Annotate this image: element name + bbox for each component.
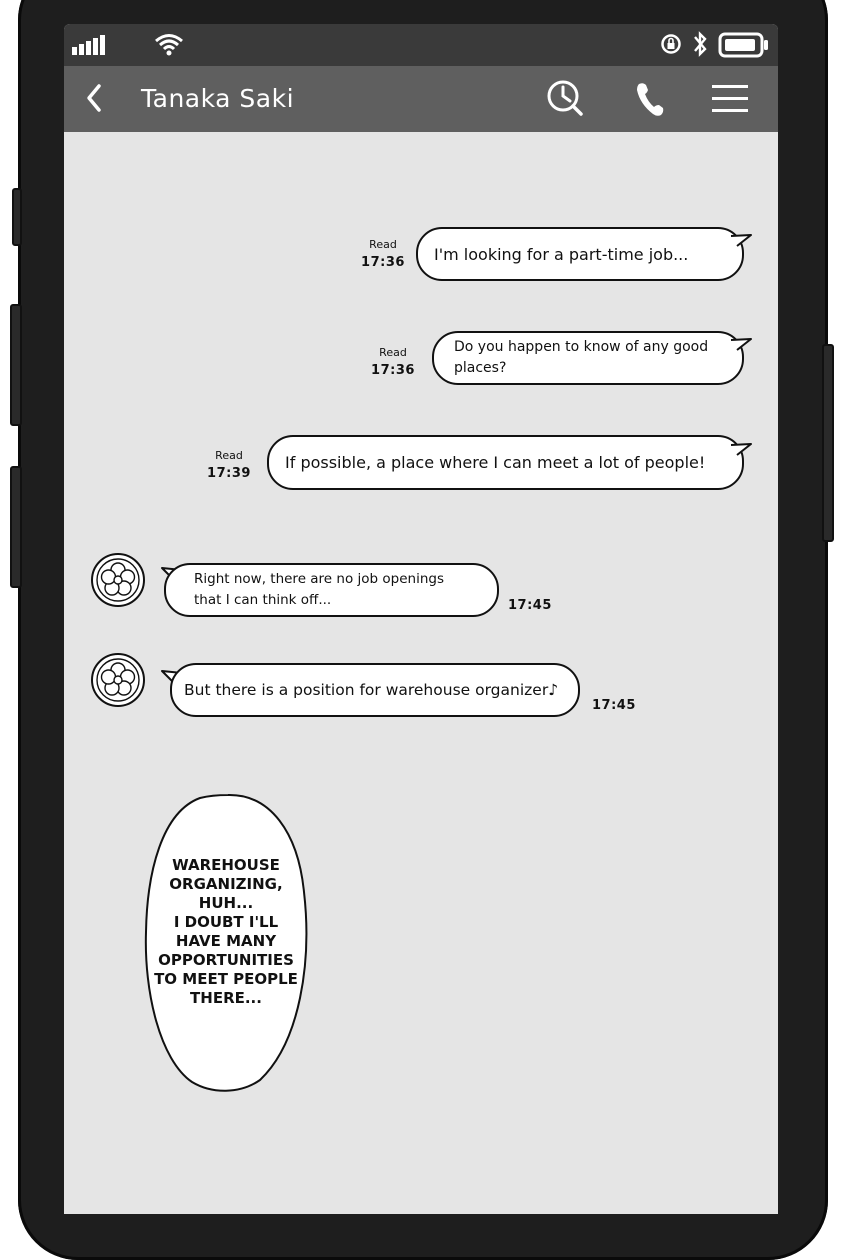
message-bubble-sent[interactable] bbox=[416, 227, 744, 281]
bluetooth-icon bbox=[692, 30, 708, 58]
message-bubble-sent[interactable] bbox=[432, 331, 744, 385]
message-bubble-received[interactable] bbox=[164, 563, 499, 617]
power-button bbox=[822, 344, 834, 542]
wifi-icon bbox=[154, 32, 184, 56]
call-button[interactable] bbox=[626, 76, 674, 122]
hamburger-menu-icon bbox=[706, 76, 754, 122]
message-meta bbox=[206, 449, 252, 481]
message-text: Right now, there are no job openings that I can think off... bbox=[194, 571, 444, 608]
message-text: If possible, a place where I can meet a lot of people! bbox=[285, 453, 706, 472]
avatar[interactable] bbox=[90, 652, 146, 708]
message-time: 17:45 bbox=[592, 698, 636, 713]
message-meta bbox=[370, 346, 416, 378]
status-bar bbox=[64, 24, 778, 66]
battery-icon bbox=[718, 32, 770, 58]
message-time: 17:36 bbox=[361, 255, 405, 270]
volume-button-top bbox=[12, 188, 22, 246]
read-receipt: Read bbox=[369, 238, 397, 251]
phone-screen bbox=[64, 24, 778, 1214]
message-time: 17:39 bbox=[207, 466, 251, 481]
back-button[interactable] bbox=[74, 76, 122, 122]
chat-header bbox=[64, 66, 778, 132]
contact-name: Tanaka Saki bbox=[141, 84, 295, 113]
cellular-signal-icon bbox=[72, 34, 106, 56]
chevron-left-icon bbox=[74, 76, 122, 122]
message-time: 17:45 bbox=[508, 598, 552, 613]
bubble-tail bbox=[731, 441, 753, 463]
volume-button-up bbox=[10, 304, 22, 426]
message-text: But there is a position for warehouse organizer♪ bbox=[184, 681, 559, 699]
bubble-tail bbox=[731, 336, 753, 358]
thought-bubble-text: WAREHOUSE ORGANIZING, HUH... I DOUBT I'LL HAVE MANY OPPORTUNITIES TO MEET PEOPLE THERE... bbox=[154, 856, 298, 1007]
bubble-tail bbox=[731, 232, 753, 254]
search-button[interactable] bbox=[541, 76, 589, 122]
message-text: I'm looking for a part-time job... bbox=[434, 244, 689, 264]
volume-button-down bbox=[10, 466, 22, 588]
message-bubble-received[interactable] bbox=[170, 663, 580, 717]
message-time: 17:36 bbox=[371, 363, 415, 378]
read-receipt: Read bbox=[215, 449, 243, 462]
menu-button[interactable] bbox=[706, 76, 754, 122]
message-text: Do you happen to know of any good places? bbox=[454, 339, 709, 376]
avatar[interactable] bbox=[90, 552, 146, 608]
read-receipt: Read bbox=[379, 346, 407, 359]
message-bubble-sent[interactable] bbox=[267, 435, 744, 490]
search-clock-icon bbox=[541, 76, 589, 122]
rotation-lock-icon bbox=[660, 33, 682, 55]
phone-icon bbox=[626, 76, 674, 122]
message-meta bbox=[360, 238, 406, 270]
